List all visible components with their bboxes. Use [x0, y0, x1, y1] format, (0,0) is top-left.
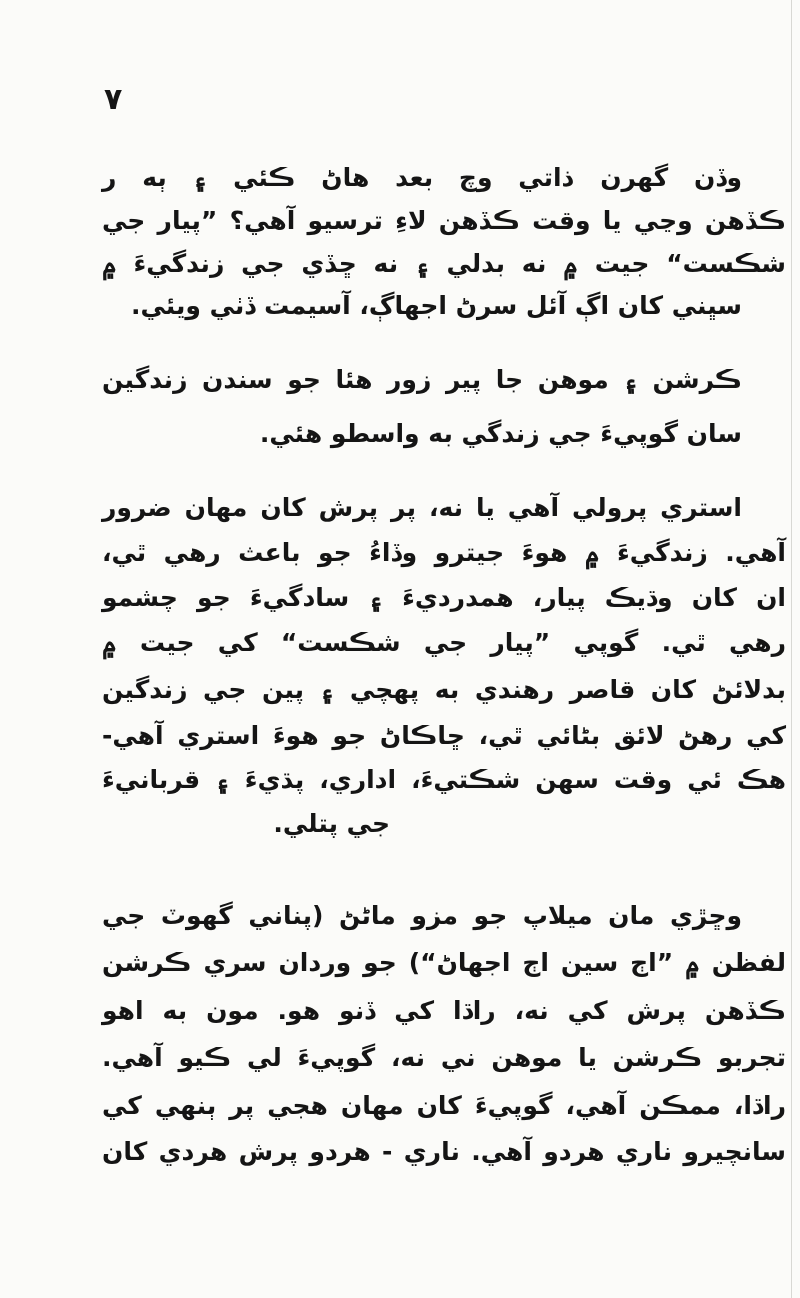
text-line: کي رهڻ لائق بڻائي ٿي، ڇاڪاڻ جو هوءَ استري آهي- [102, 721, 786, 750]
text-line: بدلائڻ کان قاصر رهندي به پهچي ۽ پين جي زندگين [102, 675, 786, 704]
text-line: وڇڙي مان ميلاپ جو مزو ماڻڻ (پناني گهوٽ جي [102, 901, 742, 930]
text-line: ڪڏهن پرش کي نه، راڌا کي ڏنو هو. مون به اهو [102, 996, 786, 1025]
text-line: وڏن گهرن ذاتي وچ بعد هاڻ ڪئي ۽ ٻه ر [102, 163, 742, 192]
page-edge [791, 0, 792, 1298]
text-line: ان کان وڌيڪ پيار، همدرديءَ ۽ سادگيءَ جو چشمو [102, 583, 786, 612]
text-line: استري پرولي آهي يا نه، پر پرش کان مهان ضرور [102, 493, 742, 522]
text-line: سان گوپيءَ جي زندگي به واسطو هئي. [259, 419, 742, 448]
text-line: جي پتلي. [273, 809, 390, 838]
text-line: لفظن ۾ ”اڄ سين اڄ اجهاڻ“) جو وردان سري ڪرشن [102, 948, 786, 977]
text-line: ڪرشن ۽ موهن جا پير زور هئا جو سندن زندگين [102, 365, 742, 394]
text-line: هڪ ئي وقت سهن شڪتيءَ، اداري، پڌيءَ ۽ قربانيءَ [102, 765, 786, 794]
text-line: رهي ٿي. گوپي ”پيار جي شڪست“ کي جيت ۾ [102, 628, 786, 657]
text-line: سانچيرو ناري هردو آهي. ناري - هردو پرش هردي کان [102, 1137, 786, 1166]
text-line: سڀني کان اڳ آئل سرڻ اجهاڳ، آسيمت ڏٺي ويئي. [131, 291, 742, 320]
text-line: تجربو ڪرشن يا موهن ني نه، گوپيءَ لي ڪيو آهي. [102, 1043, 786, 1072]
text-line: ڪڏهن وڃي يا وقت ڪڏهن لاءِ ترسيو آهي؟ ”پيار جي [102, 206, 786, 235]
text-line: شڪست“ جيت ۾ نه بدلي ۽ نه ڇڏي جي زندگيءَ ۾ [102, 249, 786, 278]
text-line: راڌا، ممڪن آهي، گوپيءَ کان مهان هجي پر ٻنهي کي [102, 1091, 786, 1120]
page-number: ٧ [104, 82, 123, 117]
text-line: آهي. زندگيءَ ۾ هوءَ جيترو وڏاءُ جو باعث رهي ٿي، [102, 538, 786, 567]
